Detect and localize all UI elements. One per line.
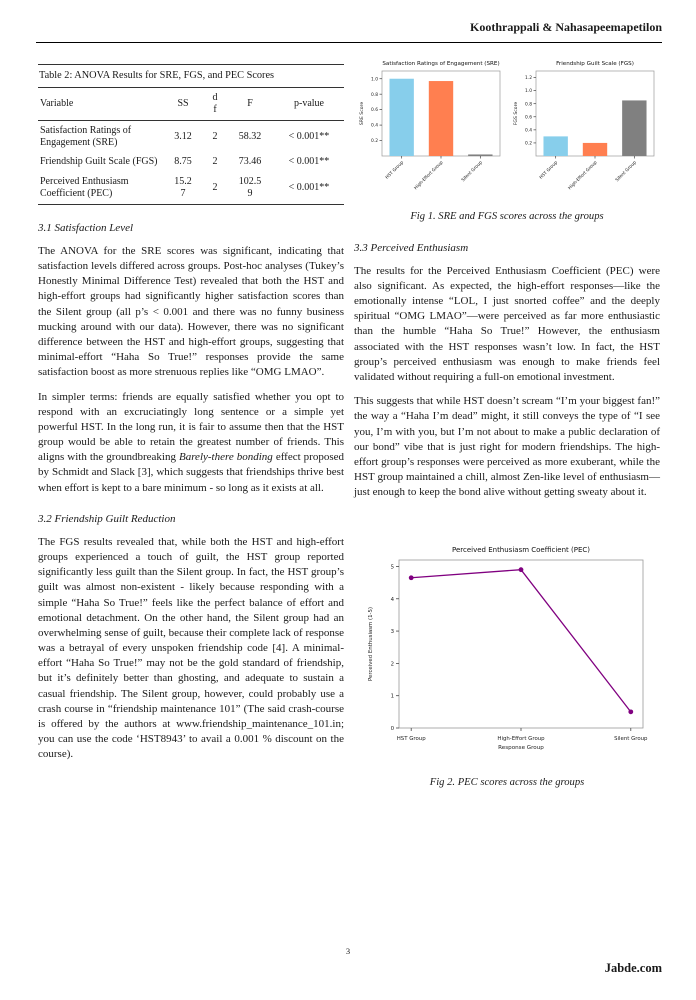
barely-there-bonding-term: Barely-there bonding — [178, 451, 273, 464]
svg-text:5: 5 — [390, 564, 394, 571]
svg-text:1.0: 1.0 — [371, 77, 378, 83]
fig1-sre-chart — [355, 56, 505, 198]
table-cell: 2 — [212, 156, 218, 168]
right-column — [354, 56, 660, 805]
anova-table — [38, 87, 344, 205]
table-cell: 58.32 — [238, 130, 262, 142]
table-cell: < 0.001** — [288, 182, 330, 194]
table-caption: Table 2: ANOVA Results for SRE, FGS, and PEC Scores — [38, 64, 344, 87]
svg-text:HST Group: HST Group — [396, 736, 426, 743]
svg-text:High-Effort Group: High-Effort Group — [413, 160, 445, 192]
svg-text:High-Effort Group: High-Effort Group — [497, 736, 545, 743]
footer-page-number: 3 — [345, 946, 351, 956]
svg-text:0.8: 0.8 — [371, 92, 378, 98]
svg-text:Perceived Enthusiasm (1-5): Perceived Enthusiasm (1-5) — [368, 607, 374, 682]
section-3-1-paragraph-2 — [38, 390, 344, 496]
figure-1 — [355, 56, 660, 198]
table-cell: < 0.001** — [288, 156, 330, 168]
fig1-fgs-chart — [509, 56, 659, 198]
table-cell: Friendship Guilt Scale (FGS) — [40, 156, 158, 168]
section-3-1-heading: 3.1 Satisfaction Level — [38, 221, 134, 234]
table-cell: < 0.001** — [288, 130, 330, 142]
svg-text:Silent Group: Silent Group — [460, 160, 484, 184]
svg-text:0.6: 0.6 — [525, 115, 532, 121]
svg-text:0.6: 0.6 — [371, 108, 378, 114]
svg-text:3: 3 — [390, 629, 394, 636]
table-cell: 73.46 — [238, 156, 262, 168]
table-cell: 102.59 — [238, 176, 262, 199]
table-header-row — [38, 88, 344, 121]
col-header-df: df — [212, 92, 218, 115]
section-3-2-paragraph-1: The FGS results revealed that, while both the HST and high-effort groups experienced a touch of guilt, the HST group reported significantly less guilt than the Silent group. In fact, the HST group’s guilt was almost non-existent - likely because responding with a simple “Haha So True!” feels like the perfect balance of effort and emotional detachment. On the other hand, the Silent group had an overwhelming sense of guilt, because their complete lack of response was a betrayal of every unspoken friendship code [4]. A minimal-effort “Haha So True!” may not be the gold standard of friendship, but it’s definitely better than ghosting, and adequate to sustain a casual friendship. The Silent group, however, could probably use a crash course in “friendship maintenance 101” (The said crash-course is offered by the authors at www.friendship_maintenance_101.in; you can use the code ‘HST8943’ to avail a 0.001 % discount on the course). — [38, 535, 344, 761]
col-header-ss: SS — [177, 98, 189, 110]
svg-text:1: 1 — [390, 694, 394, 701]
table-row-fgs — [38, 152, 344, 172]
svg-text:Silent Group: Silent Group — [614, 160, 638, 184]
table-row-pec — [38, 172, 344, 204]
section-3-1-paragraph-1: The ANOVA for the SRE scores was significant, indicating that satisfaction levels differed across groups. Post-hoc analyses (Tukey’s Honestly Minimal Difference Test) revealed that both the HST and high-effort groups had significantly higher satisfaction scores than the Silent group (all p’s < 0.001 and there was no funny business mucking around with our data). However, there was no significant difference between the HST and high-effort groups, suggesting that minimal-effort “Haha So True!” responses provide the same satisfaction boost as more strenuous replies like “OMG LMAO”. — [38, 244, 344, 379]
paragraph-text: effect proposed by Schmidt and Slack [3], which suggests that friendships thrive best when effort is kept to a bare minimum - so long as it exists at all. — [38, 451, 344, 494]
svg-text:1.2: 1.2 — [525, 76, 532, 82]
table-cell: 8.75 — [174, 156, 192, 168]
col-header-pvalue: p-value — [294, 98, 324, 110]
svg-text:HST Group: HST Group — [538, 160, 560, 181]
svg-text:0.8: 0.8 — [525, 102, 532, 108]
svg-text:SRE Score: SRE Score — [360, 101, 365, 126]
left-column — [38, 64, 344, 762]
footer-site-name: Jabde.com — [604, 961, 662, 975]
svg-text:0.2: 0.2 — [525, 141, 532, 147]
svg-text:HST Group: HST Group — [384, 160, 406, 181]
svg-text:Response Group: Response Group — [498, 745, 544, 752]
svg-text:Perceived Enthusiasm Coefficie: Perceived Enthusiasm Coefficient (PEC) — [451, 546, 591, 555]
section-3-3-heading: 3.3 Perceived Enthusiasm — [354, 241, 469, 254]
col-header-variable: Variable — [40, 98, 74, 110]
table-cell: 3.12 — [174, 130, 192, 142]
page-header — [36, 20, 662, 43]
table-cell: 2 — [212, 130, 218, 142]
table-cell: 2 — [212, 182, 218, 194]
table-cell: 15.27 — [174, 176, 192, 199]
header-authors: Koothrappali & Nahasapeemapetilon — [469, 20, 662, 34]
svg-text:Friendship Guilt Scale (FGS): Friendship Guilt Scale (FGS) — [556, 61, 634, 67]
svg-text:0.4: 0.4 — [371, 123, 378, 129]
svg-text:1.0: 1.0 — [525, 89, 532, 95]
svg-text:4: 4 — [390, 597, 394, 604]
section-3-3-paragraph-1: The results for the Perceived Enthusiasm Coefficient (PEC) were also significant. As expected, the high-effort responses—like the emotionally intense “LOL, I just snorted coffee” and the deeply spiritual “OMG LMAO”—were perceived as far more enthusiastic than the humble “Haha So True!” However, the enthusiasm associated with the HST responses wasn’t low. In fact, the HST group’s perceived enthusiasm was enough to make friends feel validated without requiring a full-on emotional investment. — [354, 264, 660, 383]
svg-text:Satisfaction Ratings of Engage: Satisfaction Ratings of Engagement (SRE) — [382, 61, 500, 67]
table-row-sre — [38, 120, 344, 152]
svg-text:2: 2 — [390, 661, 394, 668]
table-cell: Perceived Enthusiasm Coefficient (PEC) — [40, 176, 129, 199]
figure-2-caption: Fig 2. PEC scores across the groups — [429, 777, 585, 789]
col-header-f: F — [247, 98, 253, 110]
svg-text:Silent Group: Silent Group — [614, 736, 648, 743]
svg-text:High-Effort Group: High-Effort Group — [567, 160, 599, 192]
svg-text:0.4: 0.4 — [525, 128, 532, 134]
svg-text:0: 0 — [390, 726, 394, 733]
table-cell: Satisfaction Ratings of Engagement (SRE) — [40, 124, 132, 148]
section-3-2-heading: 3.2 Friendship Guilt Reduction — [38, 512, 176, 525]
fig2-pec-chart — [361, 540, 653, 764]
figure-1-caption: Fig 1. SRE and FGS scores across the groups — [410, 211, 604, 222]
section-3-3-paragraph-2: This suggests that while HST doesn’t scream “I’m your biggest fan!” the way a “Haha I’m dead” might, it still conveys the type of “I see you, I’m with you, but I’m not about to make a public declaration of our bond” vibe that is just right for modern friendships. The high-effort group’s responses were perceived as more exuberant, while the HST group maintained a chill, almost Zen-like level of enthusiasm—just enough to keep the bond alive without getting sweaty about it. — [354, 395, 660, 499]
svg-text:0.2: 0.2 — [371, 139, 378, 145]
svg-text:FGS Score: FGS Score — [514, 101, 519, 126]
paragraph-text: In simpler terms: friends are equally satisfied whether you opt to respond with an excruciatingly long sentence or a simple yet powerful HST. In the long run, it is fair to assume then that the HST group would be able to retain the greatest number of friends. This aligns with the groundbreaking — [38, 390, 344, 464]
